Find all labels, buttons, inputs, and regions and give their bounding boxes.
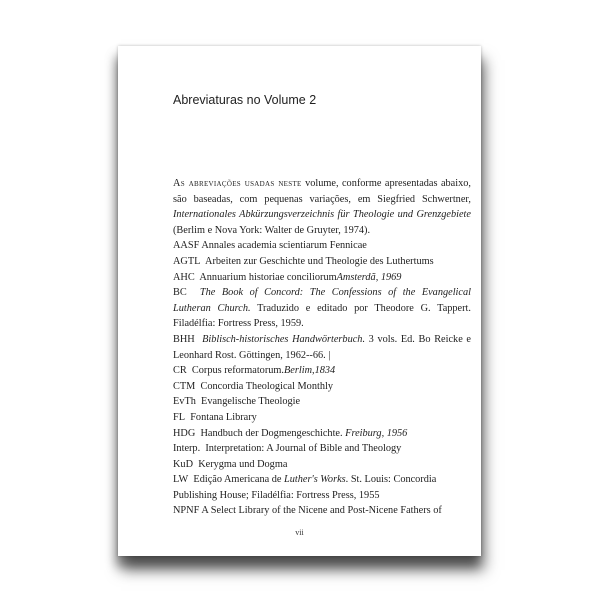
entry-abbr: FL	[173, 411, 186, 423]
abbreviation-entry-kud	[173, 457, 471, 473]
entry-abbr: AHC	[173, 271, 195, 283]
entry-text-2: . St. Louis: Concordia Publishing House; Filadélfia: Fortress Press, 1955	[173, 474, 437, 501]
abbreviation-entry-fl	[173, 410, 471, 426]
abbreviation-entry-bhh	[173, 332, 471, 363]
entry-abbr: LW	[173, 474, 189, 486]
entry-text: Kerygma und Dogma	[198, 458, 288, 470]
abbreviation-entry-aasf	[173, 238, 471, 254]
intro-text-1: volume, conforme apresentadas abaixo, são baseadas, com pequenas variações, em Siegfried Schwertner,	[173, 178, 471, 205]
entry-text: Interpretation: A Journal of Bible and Theology	[205, 443, 402, 455]
abbreviation-entry-ahc	[173, 270, 471, 286]
entry-abbr: CR	[173, 365, 187, 377]
entry-text: A Select Library of the Nicene and Post-Nicene Fathers of	[201, 505, 442, 517]
entry-text: Handbuch der Dogmengeschichte.	[200, 427, 343, 439]
page-number: vii	[295, 528, 304, 537]
book-page	[118, 46, 481, 556]
intro-paragraph	[173, 176, 471, 238]
entry-abbr: AGTL	[173, 255, 201, 267]
entry-text: Evangelische Theologie	[201, 396, 301, 408]
entry-abbr: Interp.	[173, 443, 201, 455]
abbreviation-list	[173, 238, 471, 519]
intro-smallcaps: As abreviações usadas neste	[173, 178, 302, 189]
entry-abbr: AASF	[173, 240, 200, 252]
entry-text: Edição Americana de	[193, 474, 285, 486]
abbreviation-entry-ctm	[173, 379, 471, 395]
entry-abbr: HDG	[173, 427, 196, 439]
abbreviations-body	[173, 176, 471, 519]
entry-text: Corpus reformatorum.	[191, 365, 284, 377]
entry-abbr: CTM	[173, 380, 196, 392]
entry-text: Fontana Library	[190, 411, 257, 423]
abbreviation-entry-npnf	[173, 503, 471, 519]
entry-text: Annuarium historiae conciliorum	[199, 271, 337, 283]
entry-text: 3 vols. Ed. Bo Reicke e Leonhard Rost. Göttingen, 1962--66. |	[173, 333, 471, 361]
abbreviation-entry-bc	[173, 285, 471, 332]
entry-italic: Biblisch-historisches Handwörterbuch.	[202, 333, 366, 345]
abbreviation-entry-lw	[173, 472, 471, 503]
entry-text: Concordia Theological Monthly	[200, 380, 333, 392]
entry-abbr: BC	[173, 287, 187, 299]
entry-italic: The Book of Concord: The Confessions of the Evangelical Lutheran Church.	[173, 287, 472, 314]
entry-text: Arbeiten zur Geschichte und Theologie des Luthertums	[205, 255, 434, 267]
entry-abbr: EvTh	[173, 396, 196, 408]
abbreviation-entry-evth	[173, 394, 471, 410]
entry-abbr: KuD	[173, 458, 194, 470]
entry-italic: Luther's Works	[284, 474, 346, 486]
entry-italic: Freiburg, 1956	[342, 427, 408, 439]
abbreviation-entry-cr	[173, 363, 471, 379]
intro-text-2: (Berlim e Nova York: Walter de Gruyter, 1974).	[173, 224, 371, 236]
entry-text: Traduzido e editado por Theodore G. Tappert. Filadélfia: Fortress Press, 1959.	[173, 302, 471, 330]
entry-abbr: BHH	[173, 333, 195, 345]
entry-abbr: NPNF	[173, 505, 200, 517]
abbreviation-entry-interp	[173, 441, 471, 457]
intro-italic-title: Internationales Abkürzungsverzeichnis für Theologie und Grenzgebiete	[173, 209, 471, 221]
page-heading: Abreviaturas no Volume 2	[173, 93, 317, 107]
entry-italic: Amsterdã, 1969	[336, 271, 402, 283]
abbreviation-entry-hdg	[173, 426, 471, 442]
entry-text: Annales academia scientiarum Fennicae	[201, 240, 367, 252]
entry-italic: Berlim,1834	[284, 365, 336, 377]
abbreviation-entry-agtl	[173, 254, 471, 270]
